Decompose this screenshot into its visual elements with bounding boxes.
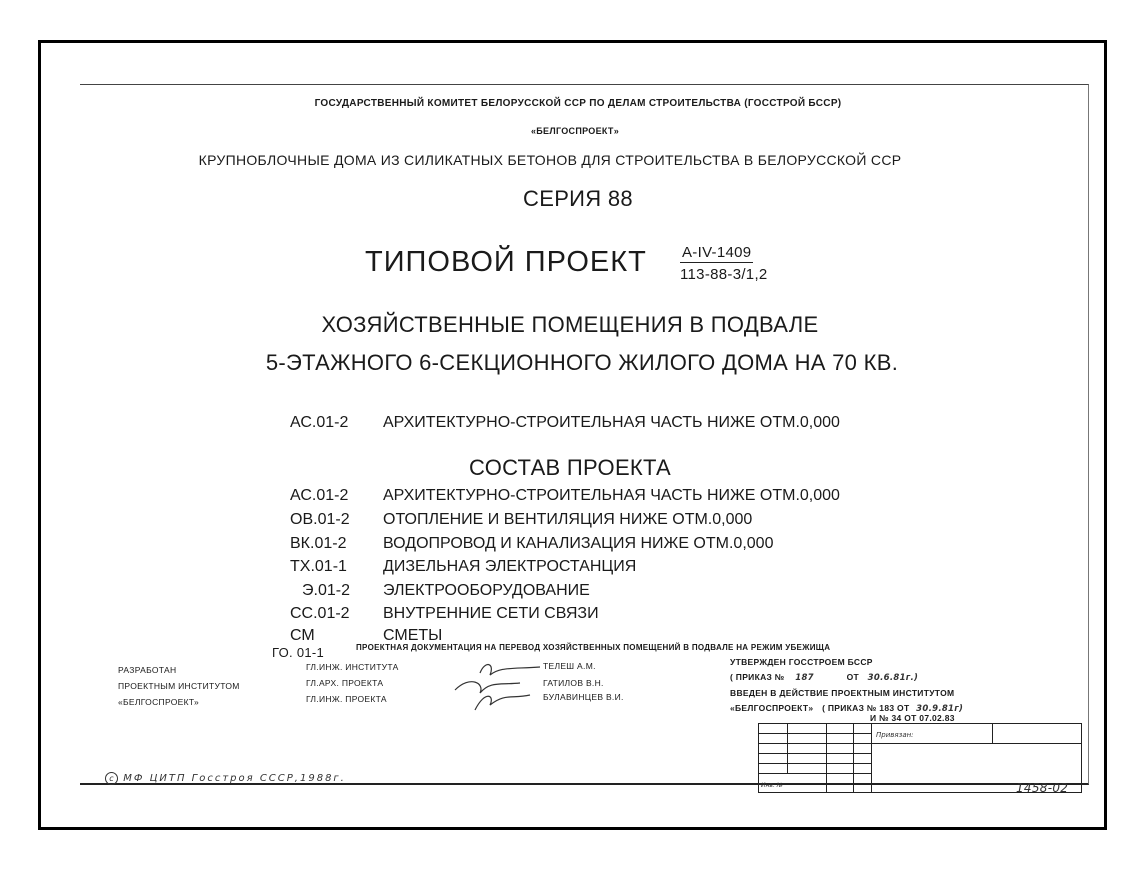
approval-order1 [730, 672, 918, 683]
project-number-bottom: 113-88-3/1,2 [680, 266, 768, 283]
signatory-name: ГАТИЛОВ В.Н. [543, 678, 604, 688]
item-code: СМ [290, 627, 315, 644]
project-title-line2: 5-ЭТАЖНОГО 6-СЕКЦИОННОГО ЖИЛОГО ДОМА НА 70 КВ. [265, 350, 899, 375]
item-code: СС.01-2 [290, 605, 350, 622]
volume-line [290, 414, 840, 432]
composition-heading: СОСТАВ ПРОЕКТА [468, 455, 672, 480]
item-title: ВОДОПРОВОД И КАНАЛИЗАЦИЯ НИЖЕ ОТМ.0,000 [383, 535, 774, 552]
extra-title: ПРОЕКТНАЯ ДОКУМЕНТАЦИЯ НА ПЕРЕВОД ХОЗЯЙСТВЕННЫХ ПОМЕЩЕНИЙ В ПОДВАЛЕ НА РЕЖИМ УБЕЖИЩА [356, 643, 831, 652]
item-code: ОВ.01-2 [290, 511, 350, 528]
item-code: Э.01-2 [302, 582, 350, 599]
project-title-line1: ХОЗЯЙСТВЕННЫЕ ПОМЕЩЕНИЯ В ПОДВАЛЕ [321, 312, 819, 337]
copyright-icon: c [105, 772, 118, 785]
developed-line2: ПРОЕКТНЫМ ИНСТИТУТОМ [118, 681, 240, 691]
subject-title: КРУПНОБЛОЧНЫЕ ДОМА ИЗ СИЛИКАТНЫХ БЕТОНОВ ДЛЯ СТРОИТЕЛЬСТВА В БЕЛОРУССКОЙ ССР [198, 152, 902, 168]
order2: ( ПРИКАЗ № 183 ОТ [822, 703, 910, 713]
list-item [290, 582, 590, 600]
extra-code: ГО. 01-1 [272, 645, 325, 660]
line4-prefix: «БЕЛГОСПРОЕКТ» [730, 703, 814, 713]
series-title: СЕРИЯ 88 [523, 186, 633, 211]
approval-line3: ВВЕДЕН В ДЕЙСТВИЕ ПРОЕКТНЫМ ИНСТИТУТОМ [730, 688, 955, 698]
volume-code: АС.01-2 [290, 414, 349, 431]
committee-name: ГОСУДАРСТВЕННЫЙ КОМИТЕТ БЕЛОРУССКОЙ ССР ПО ДЕЛАМ СТРОИТЕЛЬСТВА (ГОССТРОЙ БССР) [314, 98, 842, 109]
copyright-text: МФ ЦИТП Госстроя СССР,1988г. [123, 773, 346, 784]
developed-line3: «БЕЛГОСПРОЕКТ» [118, 697, 199, 707]
item-title: ОТОПЛЕНИЕ И ВЕНТИЛЯЦИЯ НИЖЕ ОТМ.0,000 [383, 511, 753, 528]
item-title: ЭЛЕКТРООБОРУДОВАНИЕ [383, 582, 590, 599]
copyright-note [105, 772, 346, 785]
approval-order3: И № 34 ОТ 07.02.83 [870, 713, 955, 723]
order1-prefix: ( ПРИКАЗ № [730, 672, 785, 682]
signatory-role: ГЛ.ИНЖ. ПРОЕКТА [306, 694, 387, 704]
order1-date: 30.6.81г.) [867, 673, 919, 683]
signatory-role: ГЛ.АРХ. ПРОЕКТА [306, 678, 384, 688]
institute-name: «БЕЛГОСПРОЕКТ» [530, 126, 620, 136]
list-item [290, 487, 840, 505]
item-code: АС.01-2 [290, 487, 349, 504]
order1-from: ОТ [846, 672, 859, 682]
developed-line1: РАЗРАБОТАН [118, 665, 177, 675]
project-number-top: А-IV-1409 [682, 244, 752, 261]
order2-date: 30.9.81г) [916, 704, 964, 714]
signatory-role: ГЛ.ИНЖ. ИНСТИТУТА [306, 662, 399, 672]
signatures-image [450, 655, 545, 715]
list-item [290, 535, 773, 553]
item-title: ВНУТРЕННИЕ СЕТИ СВЯЗИ [383, 605, 599, 622]
volume-title: АРХИТЕКТУРНО-СТРОИТЕЛЬНАЯ ЧАСТЬ НИЖЕ ОТМ.0,000 [383, 414, 840, 431]
attached-label: Привязан: [876, 731, 914, 739]
signatory-name: ТЕЛЕШ А.М. [543, 661, 596, 671]
item-title: СМЕТЫ [383, 627, 443, 644]
list-item [290, 558, 636, 576]
item-code: ТХ.01-1 [290, 558, 347, 575]
list-item [290, 605, 599, 623]
order1-number: 187 [795, 673, 814, 683]
item-code: ВК.01-2 [290, 535, 347, 552]
project-label: ТИПОВОЙ ПРОЕКТ [365, 246, 647, 278]
signatory-name: БУЛАВИНЦЕВ В.И. [543, 692, 624, 702]
sheet-number: 1458-02 [1016, 781, 1069, 795]
item-title: ДИЗЕЛЬНАЯ ЭЛЕКТРОСТАНЦИЯ [383, 558, 637, 575]
item-title: АРХИТЕКТУРНО-СТРОИТЕЛЬНАЯ ЧАСТЬ НИЖЕ ОТМ.0,000 [383, 487, 840, 504]
list-item [290, 511, 752, 529]
approval-line1: УТВЕРЖДЕН ГОССТРОЕМ БССР [730, 657, 873, 667]
inventory-label: Инв. № [761, 782, 784, 789]
